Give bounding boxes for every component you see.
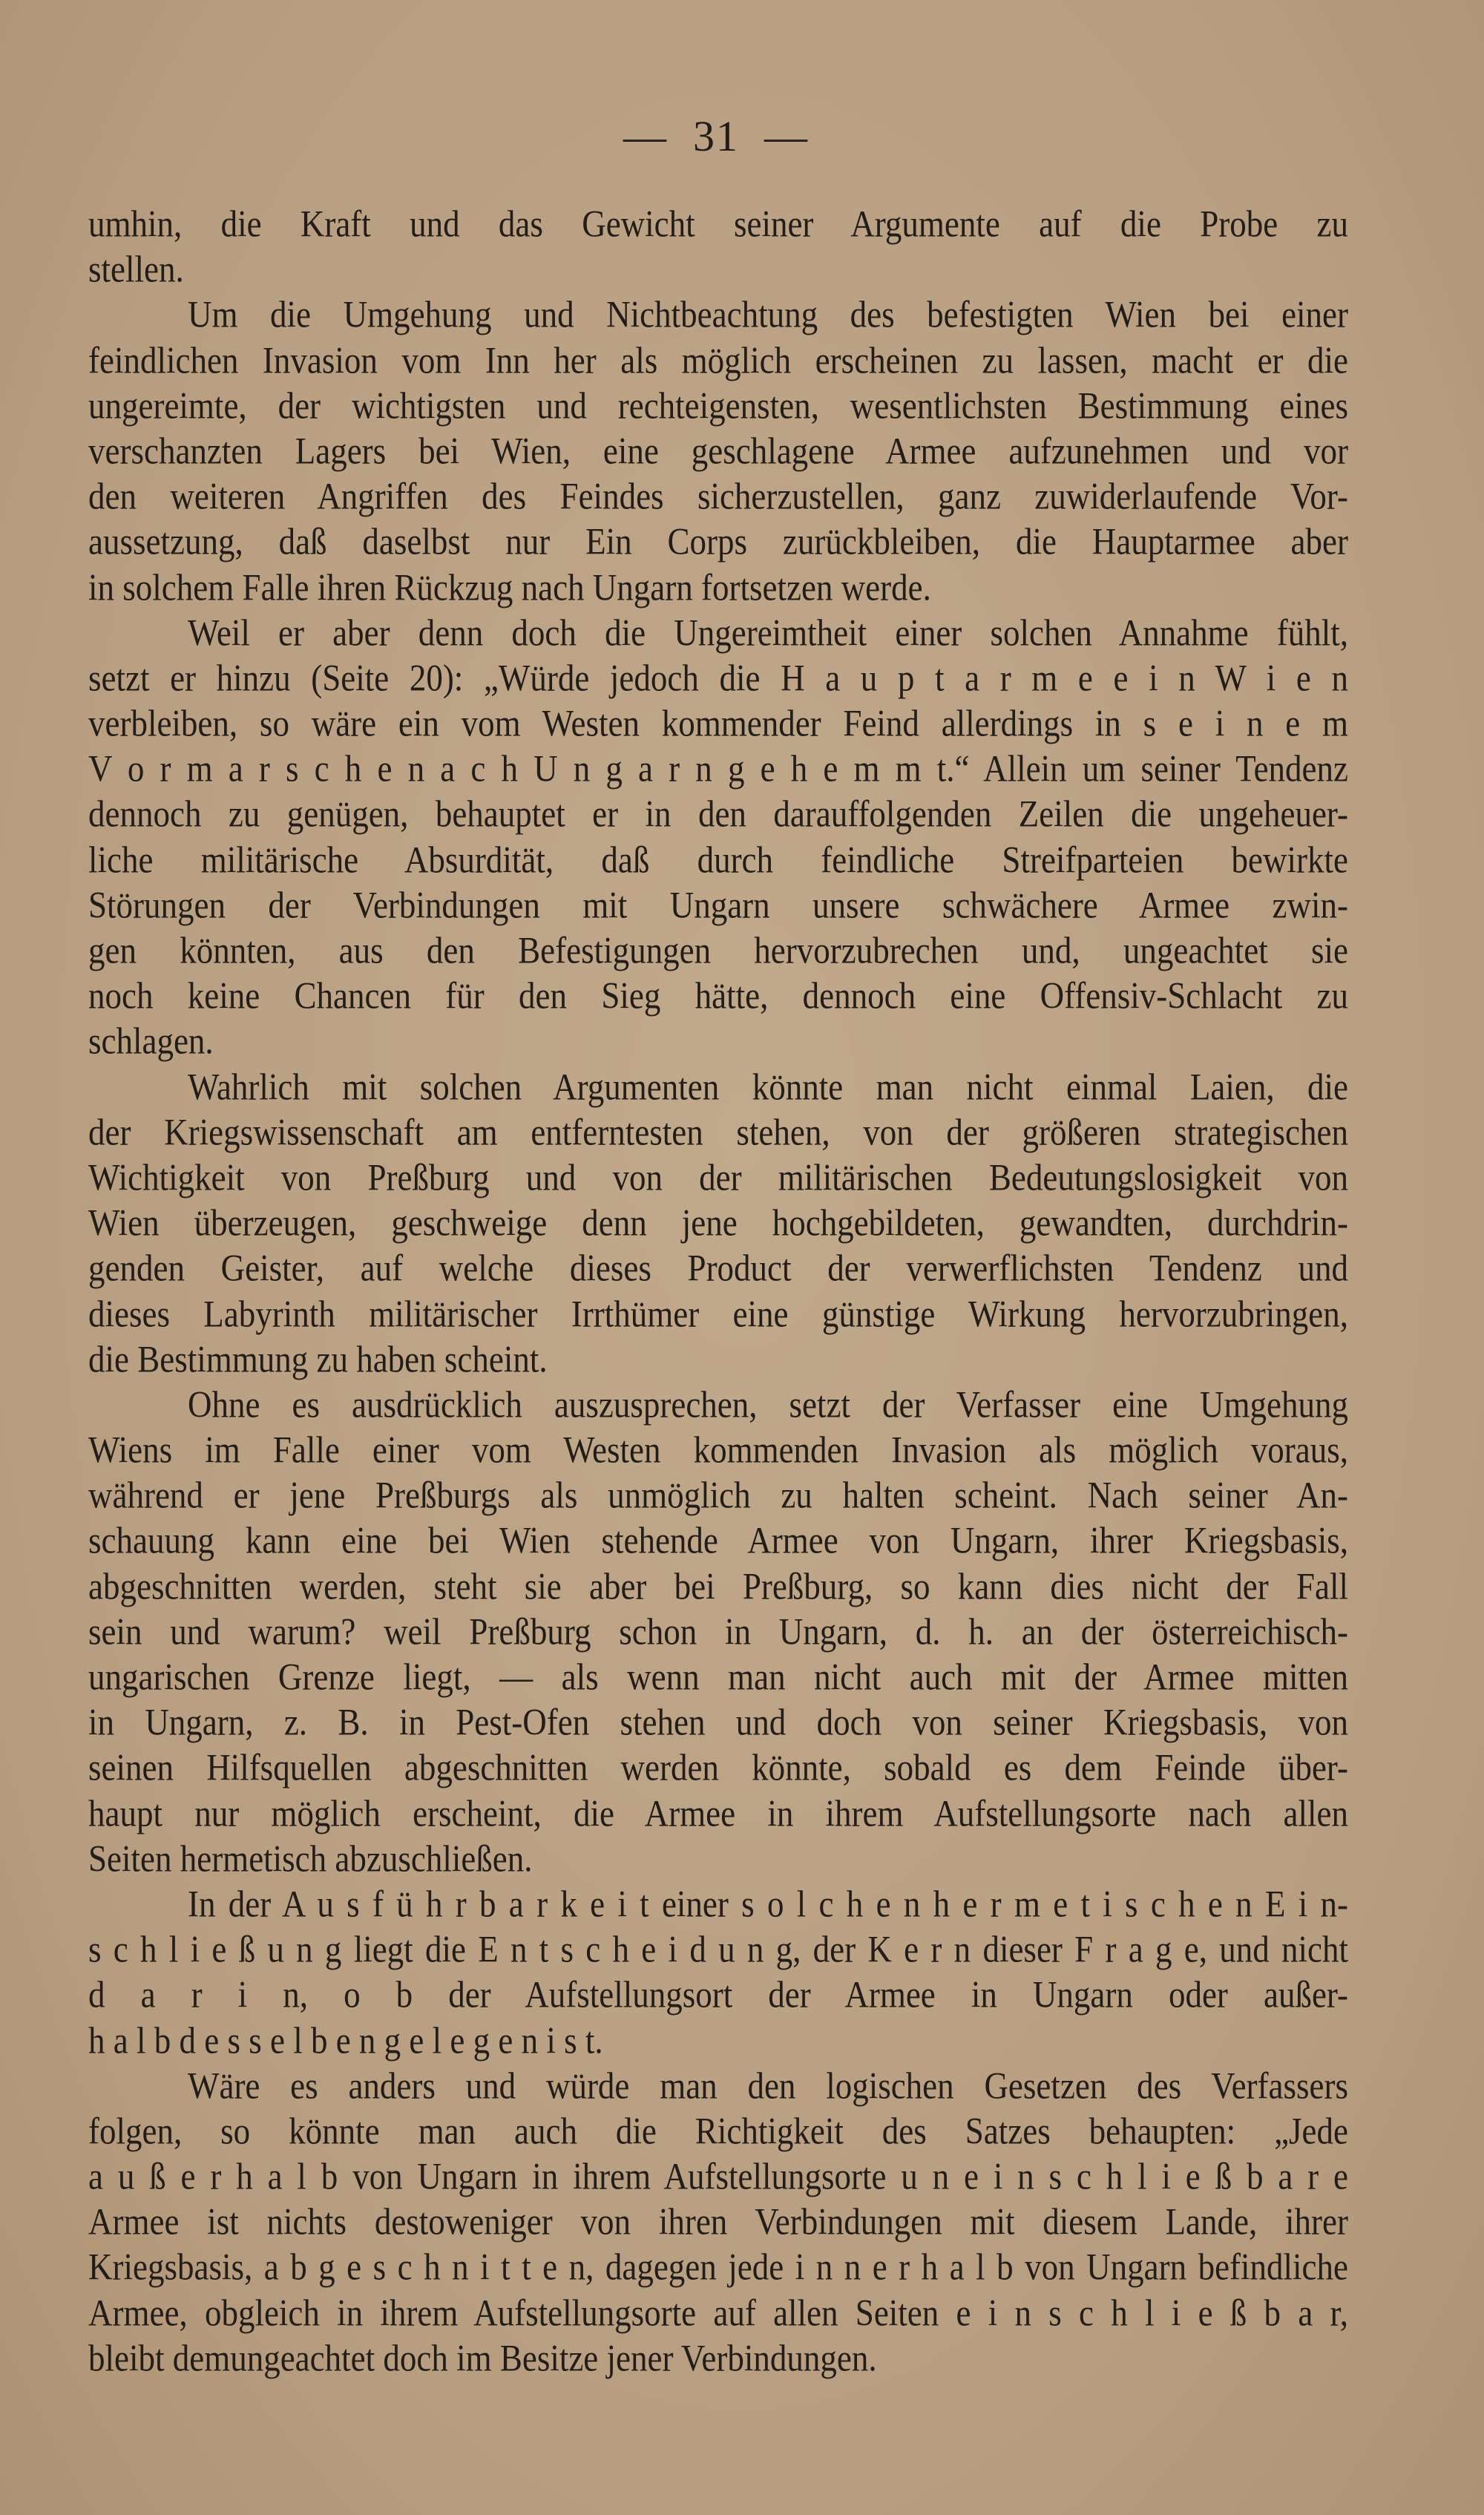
- text-line: Um die Umgehung und Nichtbeachtung des befestigten Wien bei einer: [188, 294, 1348, 336]
- text-line: Armee ist nichts destoweniger von ihren Verbindungen mit diesem Lande, ihrer: [88, 2201, 1348, 2243]
- text-line: den weiteren Angriffen des Feindes sicherzustellen, ganz zuwiderlaufende Vor-: [88, 476, 1348, 518]
- text-line: genden Geister, auf welche dieses Product der verwerflichsten Tendenz und: [88, 1247, 1348, 1290]
- text-line: Kriegsbasis, a b g e s c h n i t t e n, dagegen jede i n n e r h a l b von Ungarn befindliche: [88, 2246, 1348, 2289]
- text-line: haupt nur möglich erscheint, die Armee in ihrem Aufstellungsorte nach allen: [88, 1792, 1348, 1834]
- text-line: In der A u s f ü h r b a r k e i t einer s o l c h e n h e r m e t i s c h e n E i n-: [188, 1883, 1348, 1925]
- text-line: liche militärische Absurdität, daß durch feindliche Streifparteien bewirkte: [88, 839, 1348, 881]
- text-line: noch keine Chancen für den Sieg hätte, dennoch eine Offensiv-Schlacht zu: [88, 975, 1348, 1017]
- page-number-value: 31: [693, 112, 739, 160]
- text-line: Seiten hermetisch abzuschließen.: [88, 1837, 533, 1880]
- paragraph: [88, 611, 1348, 1065]
- text-line: stellen.: [88, 249, 184, 291]
- text-line: s c h l i e ß u n g liegt die E n t s c h e i d u n g, der K e r n dieser F r a g e, und nicht: [88, 1929, 1348, 1971]
- text-line: feindlichen Invasion vom Inn her als möglich erscheinen zu lassen, macht er die: [88, 339, 1348, 381]
- text-line: setzt er hinzu (Seite 20): „Würde jedoch die H a u p t a r m e e i n W i e n: [88, 657, 1348, 699]
- text-line: ungarischen Grenze liegt, — als wenn man nicht auch mit der Armee mitten: [88, 1656, 1348, 1698]
- paragraph: [88, 1882, 1348, 2064]
- paragraph: [88, 1065, 1348, 1383]
- text-line: bleibt demungeachtet doch im Besitze jener Verbindungen.: [88, 2337, 877, 2379]
- body-text: [88, 202, 1348, 2381]
- text-line: umhin, die Kraft und das Gewicht seiner Argumente auf die Probe zu: [88, 203, 1348, 245]
- text-line: d a r i n, o b der Aufstellungsort der Armee in Ungarn oder außer-: [88, 1974, 1348, 2016]
- text-line: Wäre es anders und würde man den logischen Gesetzen des Verfassers: [188, 2065, 1348, 2107]
- text-line: a u ß e r h a l b von Ungarn in ihrem Aufstellungsorte u n e i n s c h l i e ß b a r e: [88, 2155, 1348, 2197]
- text-line: schlagen.: [88, 1020, 214, 1063]
- text-line: während er jene Preßburgs als unmöglich zu halten scheint. Nach seiner An-: [88, 1475, 1348, 1517]
- text-line: in solchem Falle ihren Rückzug nach Ungarn fortsetzen werde.: [88, 566, 931, 609]
- text-line: Wien überzeugen, geschweige denn jene hochgebildeten, gewandten, durchdrin-: [88, 1202, 1348, 1245]
- text-line: sein und warum? weil Preßburg schon in Ungarn, d. h. an der österreichisch-: [88, 1610, 1348, 1653]
- text-line: Weil er aber denn doch die Ungereimtheit einer solchen Annahme fühlt,: [188, 611, 1348, 654]
- text-line: Wiens im Falle einer vom Westen kommenden Invasion als möglich voraus,: [88, 1429, 1348, 1471]
- text-line: Wichtigkeit von Preßburg und von der militärischen Bedeutungslosigkeit von: [88, 1156, 1348, 1199]
- text-line: aussetzung, daß daselbst nur Ein Corps zurückbleiben, die Hauptarmee aber: [88, 521, 1348, 563]
- text-line: gen könnten, aus den Befestigungen hervorzubrechen und, ungeachtet sie: [88, 929, 1348, 971]
- text-line: ungereimte, der wichtigsten und rechteigensten, wesentlichsten Bestimmung eines: [88, 384, 1348, 427]
- text-line: abgeschnitten werden, steht sie aber bei Preßburg, so kann dies nicht der Fall: [88, 1565, 1348, 1607]
- text-line: Ohne es ausdrücklich auszusprechen, setzt der Verfasser eine Umgehung: [188, 1383, 1348, 1426]
- paragraph: [88, 202, 1348, 292]
- paragraph: [88, 292, 1348, 610]
- page-number-dash-left: —: [623, 112, 668, 160]
- text-line: Armee, obgleich in ihrem Aufstellungsorte auf allen Seiten e i n s c h l i e ß b a r,: [88, 2292, 1348, 2334]
- paragraph: [88, 2064, 1348, 2381]
- text-line: V o r m a r s c h e n a c h U n g a r n g e h e m m t.“ Allein um seiner Tendenz: [88, 748, 1348, 790]
- text-line: h a l b d e s s e l b e n g e l e g e n i s t.: [88, 2019, 603, 2062]
- text-line: Störungen der Verbindungen mit Ungarn unsere schwächere Armee zwin-: [88, 884, 1348, 926]
- text-line: der Kriegswissenschaft am entferntesten stehen, von der größeren strategischen: [88, 1111, 1348, 1153]
- text-line: verschanzten Lagers bei Wien, eine geschlagene Armee aufzunehmen und vor: [88, 430, 1348, 472]
- page-number: [0, 111, 1432, 161]
- text-line: dieses Labyrinth militärischer Irrthümer eine günstige Wirkung hervorzubringen,: [88, 1293, 1348, 1335]
- paragraph: [88, 1383, 1348, 1882]
- text-line: die Bestimmung zu haben scheint.: [88, 1338, 548, 1380]
- text-line: verbleiben, so wäre ein vom Westen kommender Feind allerdings in s e i n e m: [88, 702, 1348, 744]
- text-line: schauung kann eine bei Wien stehende Armee von Ungarn, ihrer Kriegsbasis,: [88, 1520, 1348, 1562]
- page-number-dash-right: —: [764, 112, 809, 160]
- text-line: in Ungarn, z. B. in Pest-Ofen stehen und doch von seiner Kriegsbasis, von: [88, 1702, 1348, 1744]
- text-line: seinen Hilfsquellen abgeschnitten werden könnte, sobald es dem Feinde über-: [88, 1747, 1348, 1789]
- text-line: Wahrlich mit solchen Argumenten könnte man nicht einmal Laien, die: [188, 1066, 1348, 1108]
- text-line: folgen, so könnte man auch die Richtigkeit des Satzes behaupten: „Jede: [88, 2110, 1348, 2152]
- text-line: dennoch zu genügen, behauptet er in den darauffolgenden Zeilen die ungeheuer-: [88, 793, 1348, 836]
